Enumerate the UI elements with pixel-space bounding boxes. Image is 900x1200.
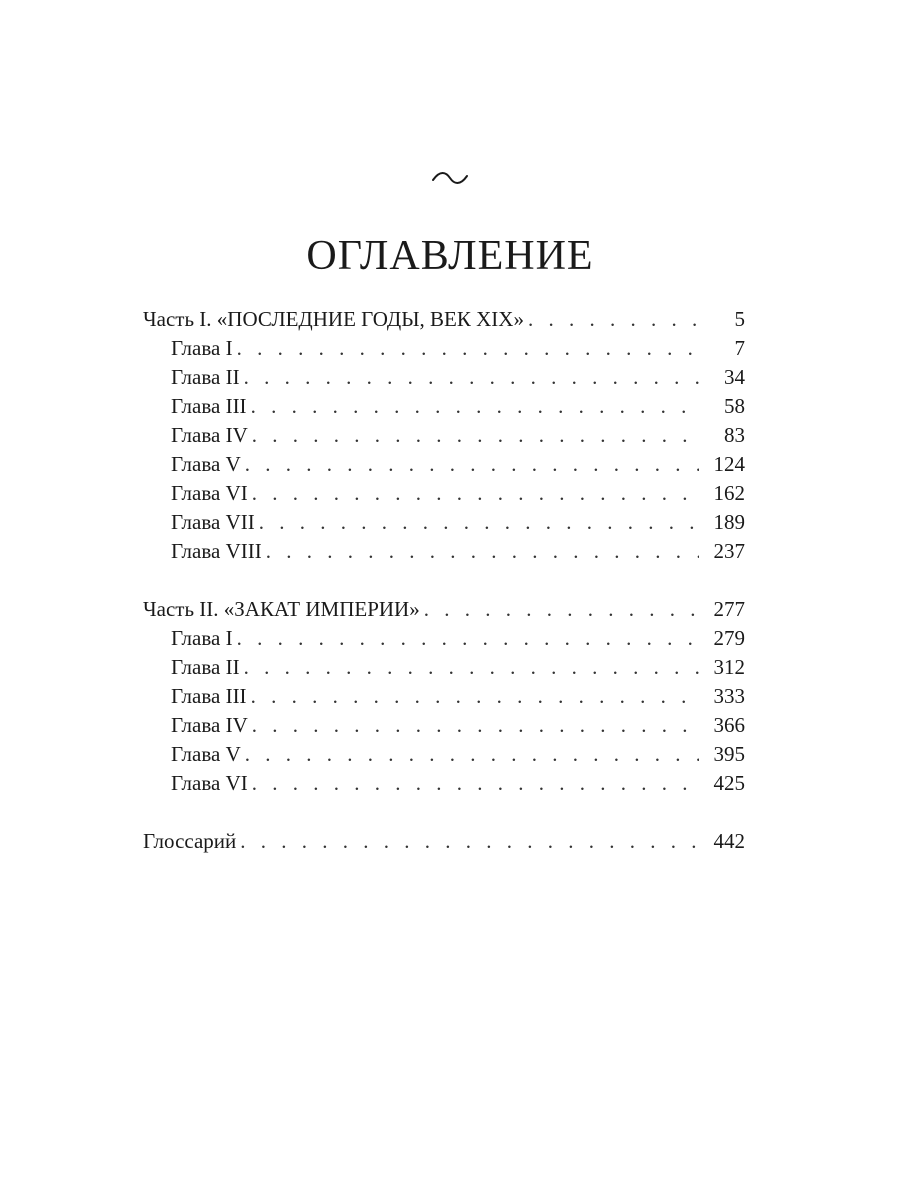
- toc-glossary[interactable]: [143, 827, 745, 856]
- toc-page-number: 5: [734, 307, 745, 331]
- toc-chapter[interactable]: [143, 740, 745, 769]
- dot-leader: [252, 479, 699, 508]
- toc-chapter-title: Глава I: [171, 626, 233, 650]
- page-title: ОГЛАВЛЕНИЕ: [306, 233, 594, 279]
- toc-glossary-title: Глоссарий: [143, 829, 237, 853]
- dot-leader: [266, 537, 699, 566]
- toc-page-number: 442: [713, 829, 745, 853]
- toc-chapter[interactable]: [143, 653, 745, 682]
- toc-page-number: 124: [713, 452, 745, 476]
- dot-leader: [252, 711, 699, 740]
- toc-chapter-title: Глава II: [171, 365, 240, 389]
- table-of-contents: [143, 305, 745, 856]
- dot-leader: [251, 682, 699, 711]
- dot-leader: [244, 363, 699, 392]
- toc-part-title: Часть I. «ПОСЛЕДНИЕ ГОДЫ, ВЕК XIX»: [143, 307, 524, 331]
- dot-leader: [528, 305, 699, 334]
- toc-page-number: 366: [713, 713, 745, 737]
- dot-leader: [245, 450, 699, 479]
- toc-page-number: 58: [724, 394, 745, 418]
- dot-leader: [251, 392, 699, 421]
- toc-part-1[interactable]: [143, 305, 745, 334]
- toc-page-number: 189: [713, 510, 745, 534]
- toc-chapter[interactable]: [143, 537, 745, 566]
- toc-chapter-title: Глава VI: [171, 481, 248, 505]
- tilde-ornament-icon: [0, 168, 900, 198]
- dot-leader: [424, 595, 699, 624]
- dot-leader: [252, 769, 699, 798]
- toc-chapter-title: Глава III: [171, 684, 247, 708]
- toc-page-number: 34: [724, 365, 745, 389]
- section-spacer: [143, 566, 745, 595]
- toc-page-number: 7: [734, 336, 745, 360]
- toc-chapter-title: Глава II: [171, 655, 240, 679]
- toc-chapter[interactable]: [143, 421, 745, 450]
- dot-leader: [240, 827, 699, 856]
- toc-chapter[interactable]: [143, 392, 745, 421]
- toc-chapter-title: Глава V: [171, 452, 241, 476]
- section-spacer: [143, 798, 745, 827]
- dot-leader: [259, 508, 699, 537]
- dot-leader: [237, 334, 699, 363]
- dot-leader: [252, 421, 699, 450]
- toc-chapter-title: Глава VI: [171, 771, 248, 795]
- toc-page-number: 395: [713, 742, 745, 766]
- toc-page-number: 237: [713, 539, 745, 563]
- toc-chapter-title: Глава III: [171, 394, 247, 418]
- toc-chapter-title: Глава IV: [171, 713, 248, 737]
- toc-chapter[interactable]: [143, 334, 745, 363]
- toc-page-number: 312: [713, 655, 745, 679]
- toc-chapter[interactable]: [143, 624, 745, 653]
- toc-chapter[interactable]: [143, 682, 745, 711]
- toc-chapter[interactable]: [143, 508, 745, 537]
- toc-page-number: 279: [713, 626, 745, 650]
- toc-chapter[interactable]: [143, 711, 745, 740]
- toc-part-title: Часть II. «ЗАКАТ ИМПЕРИИ»: [143, 597, 420, 621]
- toc-chapter-title: Глава VII: [171, 510, 255, 534]
- toc-chapter[interactable]: [143, 479, 745, 508]
- toc-chapter[interactable]: [143, 363, 745, 392]
- toc-chapter-title: Глава IV: [171, 423, 248, 447]
- toc-chapter-title: Глава VIII: [171, 539, 262, 563]
- toc-page-number: 333: [713, 684, 745, 708]
- dot-leader: [237, 624, 699, 653]
- toc-chapter-title: Глава I: [171, 336, 233, 360]
- toc-part-2[interactable]: [143, 595, 745, 624]
- toc-page-number: 425: [713, 771, 745, 795]
- toc-chapter[interactable]: [143, 769, 745, 798]
- toc-page-number: 277: [713, 597, 745, 621]
- toc-chapter[interactable]: [143, 450, 745, 479]
- toc-chapter-title: Глава V: [171, 742, 241, 766]
- toc-page-number: 162: [713, 481, 745, 505]
- dot-leader: [245, 740, 699, 769]
- toc-page-number: 83: [724, 423, 745, 447]
- dot-leader: [244, 653, 699, 682]
